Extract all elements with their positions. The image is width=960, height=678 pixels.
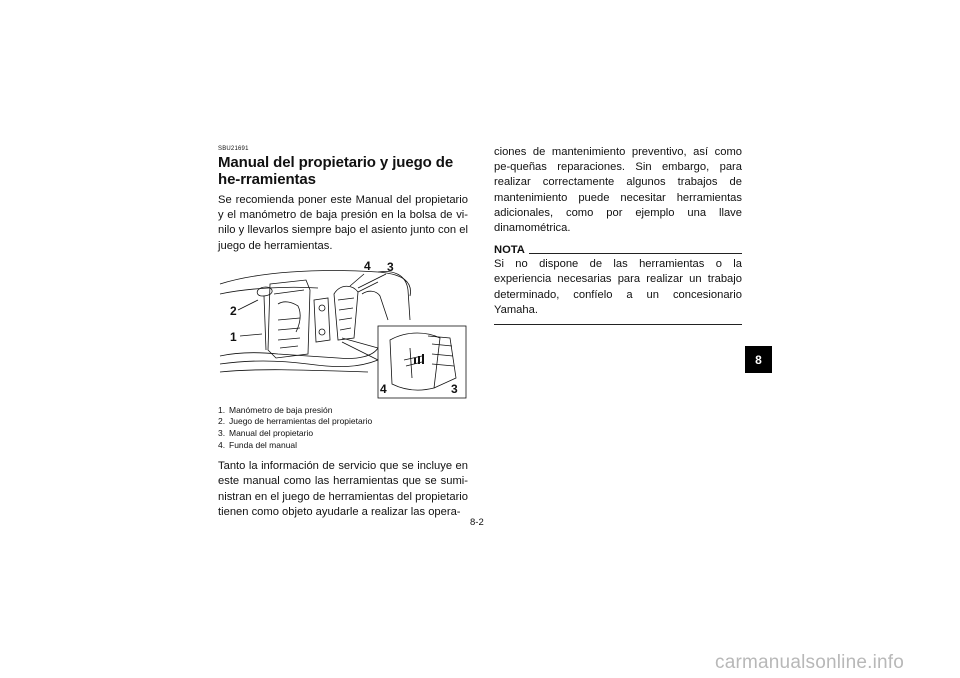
page-number: 8-2: [470, 517, 484, 528]
figure-captions: [218, 405, 468, 451]
intro-paragraph: Se recomienda poner este Manual del propietario y el manómetro de baja presión en la bolsa de vi-nilo y llevarlos siempre bajo el asiento junto con el juego de herramientas.: [218, 194, 468, 252]
tool-kit-illustration: [218, 260, 468, 400]
section-ref-code: SBU21691: [218, 146, 249, 152]
watermark: carmanualsonline.info: [715, 652, 905, 673]
left-column: [218, 146, 468, 520]
note-label: NOTA: [494, 244, 525, 257]
note-text: Si no dispone de las herramientas o la experiencia necesarias para realizar un trabajo determinado, confíelo a un concesionario Yamaha.: [494, 258, 742, 316]
under-seat-drawing: [218, 260, 468, 400]
callout-1: 1: [230, 329, 237, 344]
caption-number: 2.: [218, 416, 226, 427]
right-column: [494, 145, 742, 325]
caption-item: [218, 440, 468, 452]
callout-4: 4: [364, 258, 371, 273]
caption-item: [218, 416, 468, 428]
caption-number: 4.: [218, 439, 226, 450]
caption-text: Manual del propietario: [229, 428, 314, 438]
section-title: Manual del propietario y juego de he-rramientas: [218, 154, 454, 188]
callout-2: 2: [230, 303, 237, 318]
caption-text: Manómetro de baja presión: [229, 404, 333, 415]
note-end-divider: [494, 324, 742, 325]
inset-callout-3: 3: [451, 381, 458, 396]
continued-paragraph: ciones de mantenimiento preventivo, así como pe-queñas reparaciones. Sin embargo, para realizar correctamente algunos trabajos de mantenimiento puede necesitar herramientas adicionales, como por ejemplo una llave dinamométrica.: [494, 146, 742, 235]
caption-item: [218, 428, 468, 440]
caption-item: [218, 405, 468, 417]
caption-text: Juego de herramientas del propietario: [229, 416, 373, 427]
chapter-tab: 8: [745, 346, 772, 373]
callout-3: 3: [387, 259, 394, 274]
inset-callout-4: 4: [380, 381, 387, 396]
service-info-paragraph: Tanto la información de servicio que se incluye en este manual como las herramientas que se sumi-nistran en el juego de herramientas del propietario tienen como objeto ayudarle a realizar las opera-: [218, 460, 468, 518]
note-divider: [529, 253, 742, 254]
caption-number: 3.: [218, 428, 226, 438]
caption-number: 1.: [218, 404, 226, 415]
caption-text: Funda del manual: [229, 439, 298, 450]
note-header: [494, 244, 742, 257]
